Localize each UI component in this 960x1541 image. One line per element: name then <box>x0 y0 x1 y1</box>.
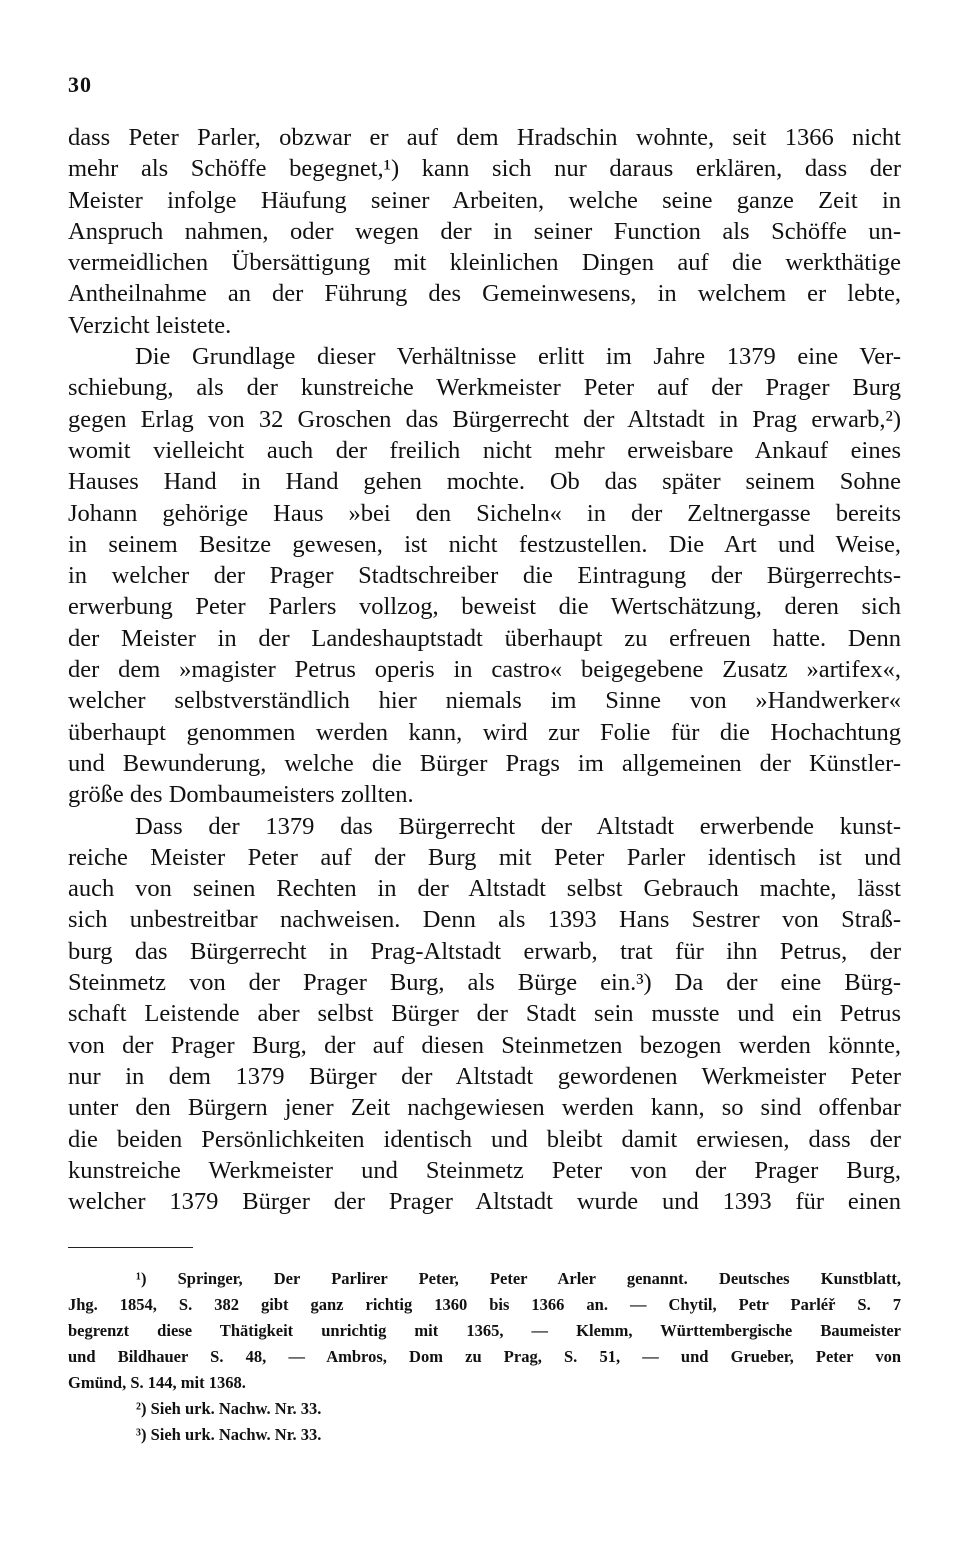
body-text <box>68 122 901 1217</box>
body-line: Antheilnahme an der Führung des Gemeinwesens, in welchem er lebte, <box>68 280 901 308</box>
body-line: Steinmetz von der Prager Burg, als Bürge ein.³) Da der eine Bürg- <box>68 969 901 997</box>
body-line: unter den Bürgern jener Zeit nachgewiesen werden kann, so sind offenbar <box>68 1094 901 1122</box>
body-line: die beiden Persönlichkeiten identisch und bleibt damit erwiesen, dass der <box>68 1125 901 1153</box>
body-line: dass Peter Parler, obzwar er auf dem Hradschin wohnte, seit 1366 nicht <box>68 124 901 151</box>
body-line: überhaupt genommen werden kann, wird zur Folie für die Hochachtung <box>68 718 901 746</box>
body-line: Dass der 1379 das Bürgerrecht der Altstadt erwerbende kunst- <box>135 812 901 840</box>
body-line: Hauses Hand in Hand gehen mochte. Ob das später seinem Sohne <box>68 468 901 496</box>
footnote-line: Gmünd, S. 144, mit 1368. <box>68 1373 246 1392</box>
body-line: gegen Erlag von 32 Groschen das Bürgerrecht der Altstadt in Prag erwarb,²) <box>68 405 901 433</box>
body-line: Die Grundlage dieser Verhältnisse erlitt im Jahre 1379 eine Ver- <box>135 343 901 371</box>
body-line: schiebung, als der kunstreiche Werkmeister Peter auf der Prager Burg <box>68 374 901 402</box>
body-line: Anspruch nahmen, oder wegen der in seiner Function als Schöffe un- <box>68 217 901 245</box>
body-line: schaft Leistende aber selbst Bürger der Stadt sein musste und ein Petrus <box>68 1000 901 1028</box>
body-line: Johann gehörige Haus »bei den Sicheln« in der Zeltnergasse bereits <box>68 499 901 527</box>
body-line: vermeidlichen Übersättigung mit kleinlichen Dingen auf die werkthätige <box>68 249 901 277</box>
body-line: sich unbestreitbar nachweisen. Denn als 1393 Hans Sestrer von Straß- <box>68 906 901 934</box>
body-line: von der Prager Burg, der auf diesen Steinmetzen bezogen werden könnte, <box>68 1031 901 1059</box>
body-line: der Meister in der Landeshauptstadt überhaupt zu erfreuen hatte. Denn <box>68 624 901 652</box>
footnotes <box>68 1266 901 1448</box>
body-line: größe des Dombaumeisters zollten. <box>68 781 414 809</box>
footnote-line: Jhg. 1854, S. 382 gibt ganz richtig 1360 bis 1366 an. — Chytil, Petr Parléř S. 7 <box>68 1295 901 1314</box>
body-line: Meister infolge Häufung seiner Arbeiten, welche seine ganze Zeit in <box>68 186 901 214</box>
body-line: auch von seinen Rechten in der Altstadt selbst Gebrauch machte, lässt <box>68 875 901 903</box>
body-line: burg das Bürgerrecht in Prag-Altstadt erwarb, trat für ihn Petrus, der <box>68 937 901 965</box>
footnote-line: ²) Sieh urk. Nachw. Nr. 33. <box>136 1399 322 1418</box>
body-line: Verzicht leistete. <box>68 311 232 339</box>
body-line: in seinem Besitze gewesen, ist nicht festzustellen. Die Art und Weise, <box>68 530 901 558</box>
body-line: mehr als Schöffe begegnet,¹) kann sich nur daraus erklären, dass der <box>68 155 901 183</box>
body-line: kunstreiche Werkmeister und Steinmetz Peter von der Prager Burg, <box>68 1156 901 1184</box>
body-line: nur in dem 1379 Bürger der Altstadt gewordenen Werkmeister Peter <box>68 1062 901 1090</box>
footnote-divider <box>68 1247 193 1248</box>
body-line: der dem »magister Petrus operis in castro« beigegebene Zusatz »artifex«, <box>68 656 901 684</box>
footnote-line: ¹) Springer, Der Parlirer Peter, Peter Arler genannt. Deutsches Kunstblatt, <box>136 1269 901 1288</box>
footnote-line: ³) Sieh urk. Nachw. Nr. 33. <box>136 1425 322 1444</box>
footnote-line: begrenzt diese Thätigkeit unrichtig mit 1365, — Klemm, Württembergische Baumeister <box>68 1321 901 1340</box>
body-line: welcher 1379 Bürger der Prager Altstadt wurde und 1393 für einen <box>68 1188 901 1216</box>
footnote-line: und Bildhauer S. 48, — Ambros, Dom zu Prag, S. 51, — und Grueber, Peter von <box>68 1347 901 1366</box>
body-line: und Bewunderung, welche die Bürger Prags im allgemeinen der Künstler- <box>68 749 901 777</box>
body-line: womit vielleicht auch der freilich nicht mehr erweisbare Ankauf eines <box>68 436 901 464</box>
body-line: reiche Meister Peter auf der Burg mit Peter Parler identisch ist und <box>68 843 901 871</box>
page-number: 30 <box>68 72 92 97</box>
body-line: erwerbung Peter Parlers vollzog, beweist die Wertschätzung, deren sich <box>68 593 901 621</box>
body-line: welcher selbstverständlich hier niemals im Sinne von »Handwerker« <box>68 687 901 715</box>
body-line: in welcher der Prager Stadtschreiber die Eintragung der Bürgerrechts- <box>68 562 901 590</box>
